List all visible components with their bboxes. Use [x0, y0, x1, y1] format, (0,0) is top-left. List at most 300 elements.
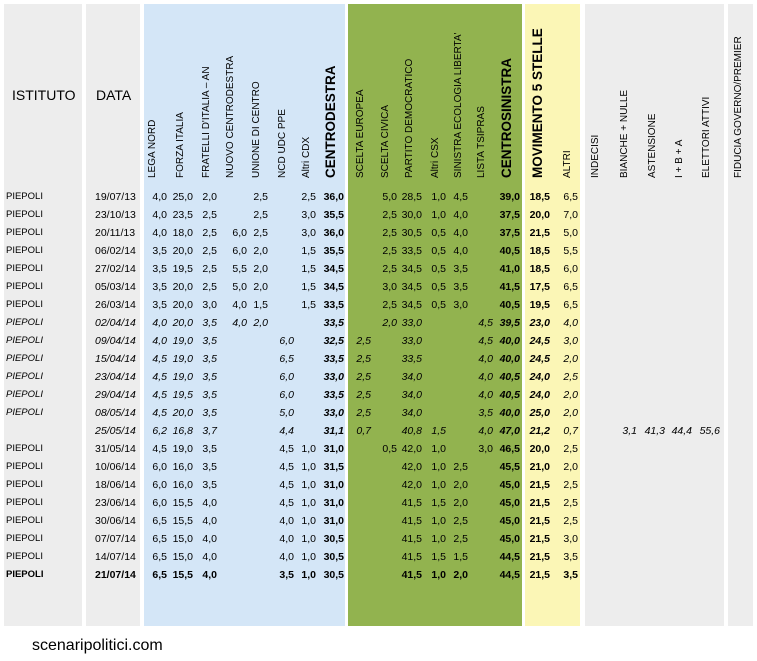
table-row: [0, 404, 757, 422]
value-cell: 2,5: [453, 461, 468, 473]
value-cell: 2,5: [382, 209, 397, 221]
date-cell: 30/06/14: [95, 515, 136, 527]
value-cell: 45,0: [499, 533, 520, 545]
value-cell: 17,5: [529, 281, 550, 293]
value-cell: 4,5: [279, 461, 294, 473]
value-cell: 30,5: [323, 551, 344, 563]
value-cell: 2,5: [253, 209, 268, 221]
value-cell: 1,0: [301, 569, 316, 581]
date-cell: 23/06/14: [95, 497, 136, 509]
value-cell: 40,8: [401, 425, 422, 437]
value-cell: 4,5: [279, 443, 294, 455]
value-cell: 47,0: [499, 425, 520, 437]
value-cell: 33,0: [323, 371, 344, 383]
value-cell: 33,0: [401, 317, 422, 329]
value-cell: 1,0: [301, 461, 316, 473]
value-cell: 6,0: [232, 227, 247, 239]
value-cell: 1,0: [431, 569, 446, 581]
value-cell: 36,0: [323, 227, 344, 239]
value-cell: 1,5: [453, 551, 468, 563]
value-cell: 19,0: [172, 443, 193, 455]
date-header: DATA: [96, 87, 132, 103]
value-cell: 23,5: [172, 209, 193, 221]
value-cell: 36,0: [323, 191, 344, 203]
istituto-cell: PIEPOLI: [6, 461, 43, 472]
date-cell: 29/04/14: [95, 389, 136, 401]
date-cell: 05/03/14: [95, 281, 136, 293]
value-cell: 1,5: [301, 245, 316, 257]
value-cell: 2,5: [453, 515, 468, 527]
table-row: [0, 530, 757, 548]
unione-di-centro-header: UNIONE DI CENTRO: [251, 81, 262, 178]
value-cell: 16,8: [172, 425, 193, 437]
value-cell: 4,5: [152, 371, 167, 383]
value-cell: 4,5: [478, 335, 493, 347]
value-cell: 5,5: [232, 263, 247, 275]
table-row: [0, 512, 757, 530]
value-cell: 21,5: [529, 227, 550, 239]
value-cell: 41,0: [499, 263, 520, 275]
value-cell: 3,0: [563, 533, 578, 545]
value-cell: 6,0: [279, 389, 294, 401]
value-cell: 5,0: [382, 191, 397, 203]
value-cell: 2,5: [202, 245, 217, 257]
value-cell: 3,5: [279, 569, 294, 581]
value-cell: 45,0: [499, 497, 520, 509]
value-cell: 1,0: [431, 191, 446, 203]
value-cell: 28,5: [401, 191, 422, 203]
istituto-cell: PIEPOLI: [6, 191, 43, 202]
value-cell: 4,5: [152, 443, 167, 455]
istituto-cell: PIEPOLI: [6, 479, 43, 490]
value-cell: 34,0: [401, 389, 422, 401]
value-cell: 2,5: [453, 533, 468, 545]
value-cell: 2,0: [202, 191, 217, 203]
value-cell: 16,0: [172, 479, 193, 491]
value-cell: 6,5: [152, 533, 167, 545]
value-cell: 3,5: [563, 569, 578, 581]
value-cell: 6,0: [279, 371, 294, 383]
value-cell: 2,0: [563, 389, 578, 401]
value-cell: 2,5: [356, 389, 371, 401]
value-cell: 33,0: [323, 407, 344, 419]
istituto-cell: PIEPOLI: [6, 263, 43, 274]
value-cell: 1,5: [301, 299, 316, 311]
value-cell: 2,0: [253, 245, 268, 257]
value-cell: 1,0: [301, 533, 316, 545]
table-row: [0, 548, 757, 566]
value-cell: 3,5: [202, 335, 217, 347]
value-cell: 55,6: [699, 425, 720, 437]
value-cell: 1,0: [301, 497, 316, 509]
partito-democratico-header: PARTITO DEMOCRATICO: [404, 58, 415, 178]
value-cell: 6,5: [152, 515, 167, 527]
value-cell: 15,0: [172, 551, 193, 563]
value-cell: 42,0: [401, 479, 422, 491]
istituto-cell: PIEPOLI: [6, 317, 43, 328]
value-cell: 44,5: [499, 569, 520, 581]
value-cell: 1,5: [301, 281, 316, 293]
istituto-cell: PIEPOLI: [6, 389, 43, 400]
value-cell: 3,5: [478, 407, 493, 419]
lega-nord-header: LEGA NORD: [147, 119, 158, 178]
value-cell: 3,5: [152, 299, 167, 311]
value-cell: 2,5: [202, 263, 217, 275]
value-cell: 19,5: [529, 299, 550, 311]
value-cell: 23,0: [529, 317, 550, 329]
value-cell: 45,0: [499, 479, 520, 491]
value-cell: 20,0: [529, 443, 550, 455]
value-cell: 4,5: [152, 407, 167, 419]
date-cell: 26/03/14: [95, 299, 136, 311]
value-cell: 3,5: [453, 281, 468, 293]
value-cell: 4,0: [202, 569, 217, 581]
value-cell: 6,5: [563, 191, 578, 203]
table-row: [0, 368, 757, 386]
value-cell: 2,0: [563, 461, 578, 473]
value-cell: 5,0: [563, 227, 578, 239]
value-cell: 2,5: [563, 515, 578, 527]
value-cell: 0,5: [382, 443, 397, 455]
value-cell: 40,0: [499, 335, 520, 347]
date-cell: 19/07/13: [95, 191, 136, 203]
date-cell: 20/11/13: [95, 227, 136, 239]
value-cell: 44,5: [499, 551, 520, 563]
value-cell: 1,0: [431, 443, 446, 455]
value-cell: 41,5: [401, 497, 422, 509]
value-cell: 21,0: [529, 461, 550, 473]
value-cell: 3,5: [152, 281, 167, 293]
value-cell: 3,0: [478, 443, 493, 455]
value-cell: 2,0: [253, 263, 268, 275]
istituto-cell: PIEPOLI: [6, 497, 43, 508]
value-cell: 20,0: [172, 299, 193, 311]
value-cell: 31,0: [323, 497, 344, 509]
value-cell: 44,4: [671, 425, 692, 437]
value-cell: 3,0: [301, 209, 316, 221]
value-cell: 34,5: [401, 299, 422, 311]
value-cell: 2,5: [563, 443, 578, 455]
value-cell: 1,0: [301, 515, 316, 527]
value-cell: 4,0: [152, 317, 167, 329]
value-cell: 1,0: [431, 515, 446, 527]
value-cell: 3,1: [622, 425, 637, 437]
value-cell: 18,5: [529, 263, 550, 275]
value-cell: 21,5: [529, 551, 550, 563]
date-cell: 23/10/13: [95, 209, 136, 221]
ncd-udc-ppe-header: NCD UDC PPE: [277, 109, 288, 178]
value-cell: 2,0: [453, 497, 468, 509]
value-cell: 3,5: [202, 443, 217, 455]
value-cell: 3,0: [453, 299, 468, 311]
value-cell: 6,0: [232, 245, 247, 257]
value-cell: 18,5: [529, 245, 550, 257]
value-cell: 33,5: [323, 317, 344, 329]
value-cell: 37,5: [499, 227, 520, 239]
value-cell: 21,5: [529, 569, 550, 581]
istituto-cell: PIEPOLI: [6, 551, 43, 562]
value-cell: 4,5: [152, 389, 167, 401]
table-row: [0, 440, 757, 458]
value-cell: 40,0: [499, 407, 520, 419]
value-cell: 2,5: [202, 227, 217, 239]
value-cell: 2,5: [382, 245, 397, 257]
istituto-cell: PIEPOLI: [6, 533, 43, 544]
value-cell: 6,5: [152, 551, 167, 563]
value-cell: 5,0: [279, 407, 294, 419]
value-cell: 20,0: [172, 317, 193, 329]
value-cell: 2,5: [253, 191, 268, 203]
value-cell: 4,0: [152, 191, 167, 203]
table-row: [0, 566, 757, 584]
value-cell: 34,5: [323, 281, 344, 293]
istituto-cell: PIEPOLI: [6, 335, 43, 346]
date-cell: 27/02/14: [95, 263, 136, 275]
istituto-cell: PIEPOLI: [6, 443, 43, 454]
table-row: [0, 494, 757, 512]
value-cell: 24,5: [529, 353, 550, 365]
value-cell: 4,0: [478, 371, 493, 383]
value-cell: 2,0: [453, 479, 468, 491]
istituto-cell: PIEPOLI: [6, 515, 43, 526]
value-cell: 2,5: [382, 299, 397, 311]
value-cell: 41,3: [644, 425, 665, 437]
bianche-nulle-header: BIANCHE + NULLE: [619, 89, 630, 178]
value-cell: 40,0: [499, 353, 520, 365]
value-cell: 2,5: [563, 479, 578, 491]
value-cell: 3,5: [202, 353, 217, 365]
value-cell: 33,5: [323, 353, 344, 365]
value-cell: 4,0: [279, 515, 294, 527]
altri-csx-header: Altri CSX: [430, 137, 441, 178]
value-cell: 1,5: [431, 425, 446, 437]
value-cell: 25,0: [172, 191, 193, 203]
value-cell: 4,5: [279, 497, 294, 509]
value-cell: 7,0: [563, 209, 578, 221]
value-cell: 2,5: [382, 263, 397, 275]
value-cell: 4,0: [152, 209, 167, 221]
value-cell: 24,5: [529, 335, 550, 347]
value-cell: 24,0: [529, 371, 550, 383]
value-cell: 15,0: [172, 533, 193, 545]
date-cell: 21/07/14: [95, 569, 136, 581]
indecisi-header: INDECISI: [590, 134, 601, 178]
value-cell: 3,7: [202, 425, 217, 437]
table-row: [0, 260, 757, 278]
value-cell: 31,1: [323, 425, 344, 437]
date-cell: 18/06/14: [95, 479, 136, 491]
value-cell: 19,5: [172, 389, 193, 401]
value-cell: 6,5: [563, 281, 578, 293]
value-cell: 3,0: [563, 335, 578, 347]
date-cell: 14/07/14: [95, 551, 136, 563]
date-cell: 25/05/14: [95, 425, 136, 437]
value-cell: 4,5: [453, 191, 468, 203]
value-cell: 4,0: [453, 209, 468, 221]
value-cell: 0,5: [431, 281, 446, 293]
table-row: [0, 206, 757, 224]
value-cell: 45,0: [499, 515, 520, 527]
value-cell: 39,0: [499, 191, 520, 203]
value-cell: 31,0: [323, 515, 344, 527]
date-cell: 09/04/14: [95, 335, 136, 347]
value-cell: 3,0: [301, 227, 316, 239]
value-cell: 0,5: [431, 299, 446, 311]
value-cell: 2,0: [453, 569, 468, 581]
value-cell: 2,5: [356, 371, 371, 383]
value-cell: 21,2: [529, 425, 550, 437]
value-cell: 2,5: [253, 227, 268, 239]
value-cell: 3,5: [202, 479, 217, 491]
value-cell: 1,5: [431, 497, 446, 509]
value-cell: 33,0: [401, 335, 422, 347]
value-cell: 33,5: [401, 353, 422, 365]
value-cell: 2,5: [382, 227, 397, 239]
value-cell: 5,5: [563, 245, 578, 257]
value-cell: 4,0: [202, 551, 217, 563]
value-cell: 6,2: [152, 425, 167, 437]
table-row: [0, 332, 757, 350]
value-cell: 3,0: [382, 281, 397, 293]
value-cell: 4,0: [563, 317, 578, 329]
value-cell: 40,5: [499, 299, 520, 311]
table-row: [0, 350, 757, 368]
date-cell: 07/07/14: [95, 533, 136, 545]
value-cell: 15,5: [172, 497, 193, 509]
value-cell: 2,0: [563, 407, 578, 419]
value-cell: 20,0: [172, 281, 193, 293]
value-cell: 42,0: [401, 461, 422, 473]
value-cell: 4,0: [152, 227, 167, 239]
value-cell: 2,5: [356, 407, 371, 419]
table-row: [0, 458, 757, 476]
date-cell: 06/02/14: [95, 245, 136, 257]
value-cell: 34,0: [401, 407, 422, 419]
value-cell: 46,5: [499, 443, 520, 455]
value-cell: 4,0: [478, 353, 493, 365]
value-cell: 19,0: [172, 353, 193, 365]
value-cell: 31,5: [323, 461, 344, 473]
value-cell: 6,5: [152, 569, 167, 581]
m5s-header: MOVIMENTO 5 STELLE: [530, 28, 545, 178]
value-cell: 45,5: [499, 461, 520, 473]
value-cell: 15,5: [172, 515, 193, 527]
value-cell: 4,0: [202, 515, 217, 527]
value-cell: 4,0: [232, 317, 247, 329]
value-cell: 21,5: [529, 479, 550, 491]
value-cell: 2,0: [253, 281, 268, 293]
scelta-europea-header: SCELTA EUROPEA: [355, 89, 366, 178]
value-cell: 18,5: [529, 191, 550, 203]
value-cell: 4,0: [478, 389, 493, 401]
istituto-header: ISTITUTO: [12, 87, 76, 103]
value-cell: 2,0: [253, 317, 268, 329]
table-row: [0, 422, 757, 440]
value-cell: 33,5: [323, 299, 344, 311]
istituto-cell: PIEPOLI: [6, 227, 43, 238]
table-row: [0, 386, 757, 404]
value-cell: 3,5: [202, 389, 217, 401]
date-cell: 10/06/14: [95, 461, 136, 473]
value-cell: 41,5: [499, 281, 520, 293]
value-cell: 2,5: [202, 281, 217, 293]
value-cell: 33,5: [323, 389, 344, 401]
value-cell: 19,5: [172, 263, 193, 275]
value-cell: 4,0: [202, 497, 217, 509]
table-row: [0, 224, 757, 242]
value-cell: 2,0: [563, 353, 578, 365]
value-cell: 41,5: [401, 569, 422, 581]
table-row: [0, 188, 757, 206]
value-cell: 1,5: [253, 299, 268, 311]
value-cell: 1,0: [431, 461, 446, 473]
istituto-cell: PIEPOLI: [6, 569, 44, 580]
centrodestra-header: CENTRODESTRA: [323, 65, 338, 178]
value-cell: 30,5: [401, 227, 422, 239]
value-cell: 3,5: [453, 263, 468, 275]
value-cell: 3,5: [202, 461, 217, 473]
value-cell: 20,0: [172, 245, 193, 257]
value-cell: 21,5: [529, 515, 550, 527]
value-cell: 0,5: [431, 263, 446, 275]
value-cell: 21,5: [529, 497, 550, 509]
value-cell: 3,5: [152, 263, 167, 275]
value-cell: 30,5: [323, 533, 344, 545]
value-cell: 33,5: [401, 245, 422, 257]
value-cell: 6,0: [563, 263, 578, 275]
value-cell: 37,5: [499, 209, 520, 221]
value-cell: 34,5: [323, 263, 344, 275]
value-cell: 2,5: [202, 209, 217, 221]
value-cell: 4,0: [232, 299, 247, 311]
value-cell: 35,5: [323, 209, 344, 221]
value-cell: 1,5: [301, 263, 316, 275]
centrosinistra-header: CENTROSINISTRA: [499, 57, 514, 178]
istituto-cell: PIEPOLI: [6, 209, 43, 220]
value-cell: 3,5: [202, 317, 217, 329]
table-row: [0, 242, 757, 260]
value-cell: 2,5: [356, 335, 371, 347]
value-cell: 42,0: [401, 443, 422, 455]
date-cell: 31/05/14: [95, 443, 136, 455]
istituto-cell: PIEPOLI: [6, 281, 43, 292]
sel-header: SINISTRA ECOLOGIA LIBERTA': [453, 32, 464, 178]
value-cell: 4,5: [152, 353, 167, 365]
value-cell: 4,5: [478, 317, 493, 329]
value-cell: 16,0: [172, 461, 193, 473]
value-cell: 4,0: [453, 245, 468, 257]
value-cell: 2,5: [301, 191, 316, 203]
lista-tsipras-header: LISTA TSIPRAS: [476, 106, 487, 178]
value-cell: 1,0: [301, 551, 316, 563]
value-cell: 18,0: [172, 227, 193, 239]
value-cell: 3,5: [202, 407, 217, 419]
value-cell: 15,5: [172, 569, 193, 581]
fratelli-italia-header: FRATELLI D'ITALIA – AN: [201, 66, 212, 178]
value-cell: 30,0: [401, 209, 422, 221]
value-cell: 6,0: [152, 497, 167, 509]
value-cell: 5,0: [232, 281, 247, 293]
date-cell: 08/05/14: [95, 407, 136, 419]
istituto-cell: PIEPOLI: [6, 407, 43, 418]
value-cell: 0,5: [431, 245, 446, 257]
nuovo-centrodestra-header: NUOVO CENTRODESTRA: [225, 55, 236, 178]
date-cell: 15/04/14: [95, 353, 136, 365]
value-cell: 0,7: [563, 425, 578, 437]
value-cell: 1,0: [431, 479, 446, 491]
value-cell: 21,5: [529, 533, 550, 545]
value-cell: 6,5: [279, 353, 294, 365]
